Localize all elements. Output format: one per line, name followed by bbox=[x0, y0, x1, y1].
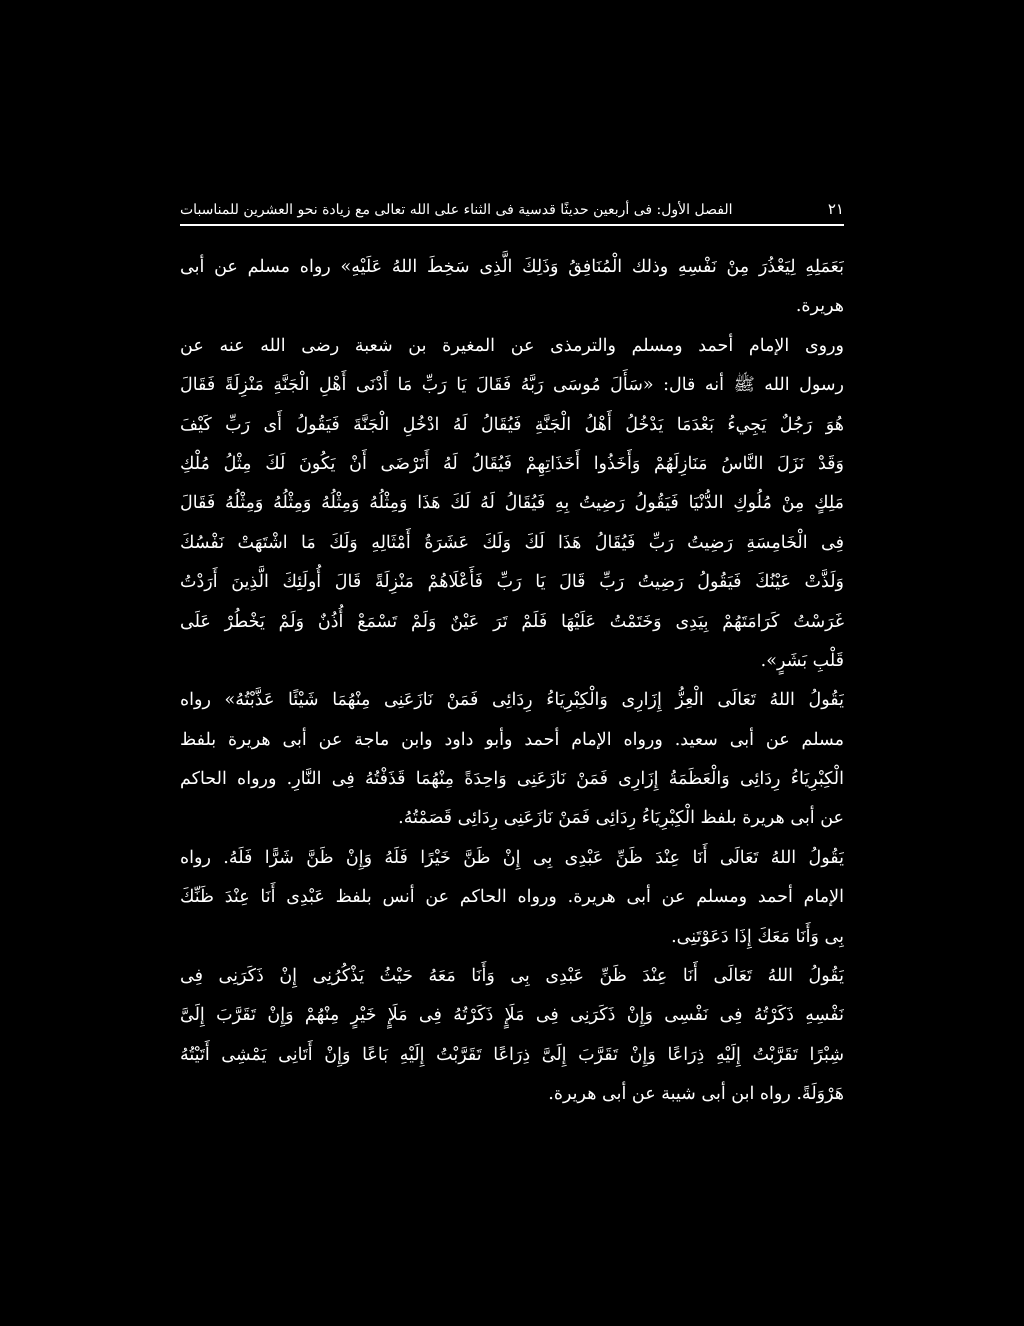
book-page bbox=[180, 188, 844, 1148]
text-line: رسول الله ﷺ أنه قال: «سَأَلَ مُوسَى رَبَّهُ فَقَالَ يَا رَبِّ مَا أَدْنَى أَهْلِ الْجَنَّةِ مَنْزِلَةً فَقَالَ bbox=[180, 375, 844, 396]
body-text bbox=[180, 248, 844, 1115]
text-line: هريرة. bbox=[795, 296, 844, 317]
text-line: نَفْسِهِ ذَكَرْتُهُ فِى نَفْسِى وَإِنْ ذَكَرَنِى فِى مَلَإٍ ذَكَرْتُهُ فِى مَلَإٍ خَيْرٍ مِنْهُمْ وَإِنْ تَقَرَّبَ إِلَىَّ bbox=[180, 1005, 844, 1026]
text-line: قَلْبِ بَشَرٍ». bbox=[760, 650, 844, 671]
text-line: غَرَسْتُ كَرَامَتَهُمْ بِيَدِى وَخَتَمْتُ عَلَيْهَا فَلَمْ تَرَ عَيْنٌ وَلَمْ تَسْمَعْ أُذُنٌ وَلَمْ يَخْطُرْ عَلَى bbox=[180, 611, 844, 632]
text-line: الإمام أحمد ومسلم عن أبى هريرة. ورواه الحاكم عن أنس بلفظ عَبْدِى أَنَا عِنْدَ ظَنِّكَ bbox=[180, 887, 844, 908]
text-line: مَلِكٍ مِنْ مُلُوكِ الدُّنْيَا فَيَقُولُ رَضِيتُ بِهِ فَيُقَالُ لَهُ لَكَ هَذَا وَمِثْلُهُ وَمِثْلُهُ وَمِثْلُهُ وَمِثْلُهُ فَقَالَ bbox=[180, 493, 844, 514]
text-line: مسلم عن أبى سعيد. ورواه الإمام أحمد وأبو داود وابن ماجة عن أبى هريرة بلفظ bbox=[180, 729, 844, 750]
running-header bbox=[180, 188, 844, 226]
text-line: فِى الْخَامِسَةِ رَضِيتُ رَبِّ فَيُقَالُ هَذَا لَكَ وَلَكَ عَشَرَةُ أَمْثَالِهِ وَلَكَ مَا اشْتَهَتْ نَفْسُكَ bbox=[180, 532, 844, 553]
text-line: بَعَمَلِهِ لِيَعْذُرَ مِنْ نَفْسِهِ وذلك الْمُنَافِقُ وَذَلِكَ الَّذِى سَخِطَ اللهُ عَلَيْهِ» رواه مسلم عن أبى bbox=[180, 257, 844, 277]
page-number: ٢١ bbox=[827, 200, 844, 218]
text-line: يَقُولُ اللهُ تَعَالَى الْعِزُّ إِزَارِى وَالْكِبْرِيَاءُ رِدَائِى فَمَنْ نَازَعَنِى مِنْهُمَا شَيْئًا عَذَّبْتُهُ» رواه bbox=[180, 690, 844, 711]
text-line: عن أبى هريرة بلفظ الْكِبْرِيَاءُ رِدَائِى فَمَنْ نَازَعَنِى رِدَائِى قَصَمْتُهُ. bbox=[398, 808, 844, 829]
text-line: وَلَذَّتْ عَيْنُكَ فَيَقُولُ رَضِيتُ رَبِّ قَالَ يَا رَبِّ فَأَعْلَاهُمْ مَنْزِلَةً قَالَ أُولَئِكَ الَّذِينَ أَرَدْتُ bbox=[180, 572, 844, 593]
chapter-title: الفصل الأول: فى أربعين حديثًا قدسية فى الثناء على الله تعالى مع زيادة نحو العشرين للمناسبات bbox=[180, 202, 733, 218]
text-line: يَقُولُ اللهُ تَعَالَى أَنَا عِنْدَ ظَنِّ عَبْدِى بِى وَأَنَا مَعَهُ حَيْثُ يَذْكُرُنِى إِنْ ذَكَرَنِى فِى bbox=[180, 966, 844, 987]
text-line: بِى وَأَنَا مَعَكَ إِذَا دَعَوْتَنِى. bbox=[671, 926, 844, 947]
text-line: هَرْوَلَةً. رواه ابن أبى شيبة عن أبى هريرة. bbox=[548, 1084, 844, 1105]
text-line: هُوَ رَجُلٌ يَجِيءُ بَعْدَمَا يَدْخُلُ أَهْلُ الْجَنَّةِ فَيُقَالُ لَهُ ادْخُلِ الْجَنَّةَ فَيَقُولُ أَى رَبِّ كَيْفَ bbox=[180, 414, 844, 435]
text-line: وروى الإمام أحمد ومسلم والترمذى عن المغيرة بن شعبة رضى الله عنه عن bbox=[180, 335, 844, 356]
text-line: شِبْرًا تَقَرَّبْتُ إِلَيْهِ ذِرَاعًا وَإِنْ تَقَرَّبَ إِلَىَّ ذِرَاعًا تَقَرَّبْتُ إِلَيْهِ بَاعًا وَإِنْ أَتَانِى يَمْشِى أَتَيْتُهُ bbox=[180, 1044, 844, 1065]
text-line: وَقَدْ نَزَلَ النَّاسُ مَنَازِلَهُمْ وَأَخَذُوا أَخَذَاتِهِمْ فَيُقَالُ لَهُ أَتَرْضَى أَنْ يَكُونَ لَكَ مِثْلُ مُلْكِ bbox=[180, 453, 844, 474]
text-line: يَقُولُ اللهُ تَعَالَى أَنَا عِنْدَ ظَنِّ عَبْدِى بِى إِنْ ظَنَّ خَيْرًا فَلَهُ وَإِنْ ظَنَّ شَرًّا فَلَهُ. رواه bbox=[180, 847, 844, 868]
text-line: الْكِبْرِيَاءُ رِدَائِى وَالْعَظَمَةُ إِزَارِى فَمَنْ نَازَعَنِى وَاحِدَةً مِنْهُمَا قَذَفْتُهُ فِى النَّارِ. ورواه الحاكم bbox=[180, 769, 844, 790]
